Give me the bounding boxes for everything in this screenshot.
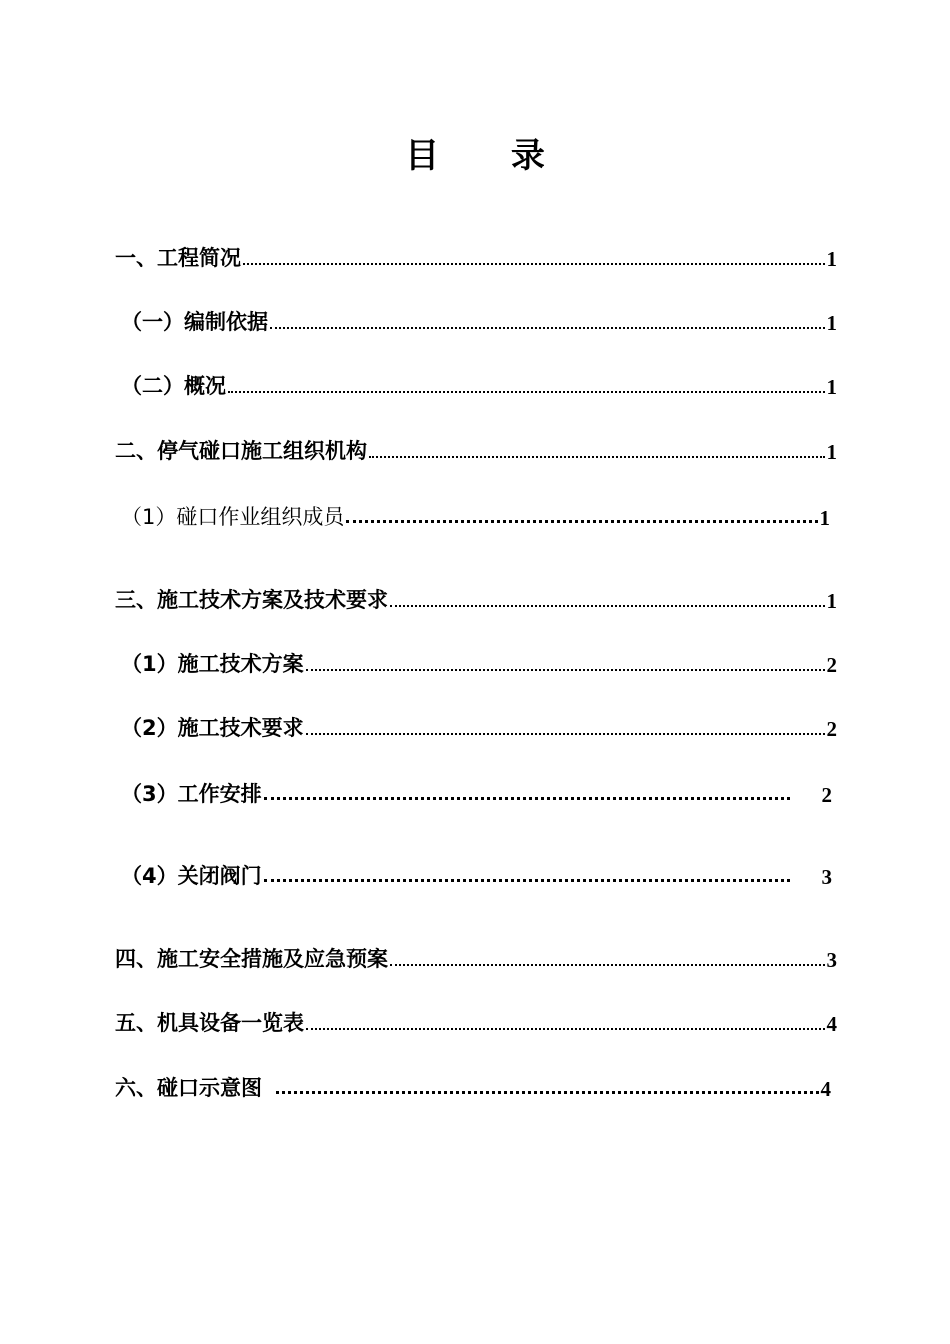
dot-leader	[346, 520, 817, 523]
toc-entry-page: 1	[826, 440, 837, 464]
dot-leader	[228, 391, 825, 393]
toc-entry[interactable]	[115, 1068, 831, 1102]
toc-entry-label: （4）关闭阀门	[121, 864, 262, 888]
toc-entry-label: 二、停气碰口施工组织机构	[115, 439, 367, 463]
toc-entry-page: 4	[820, 1077, 831, 1101]
toc-entry-page: 3	[821, 865, 832, 889]
toc-entry-page: 1	[819, 506, 830, 530]
toc-entry-page: 1	[826, 375, 837, 399]
toc-entry[interactable]	[121, 644, 837, 678]
toc-entry-label: 一、工程简况	[115, 246, 241, 270]
dot-leader	[306, 669, 825, 671]
toc-entry-label: （一）编制依据	[121, 310, 268, 334]
toc-entry-page: 2	[821, 783, 832, 807]
dot-leader	[270, 327, 825, 329]
toc-entry-label: （3）工作安排	[121, 782, 262, 806]
dot-leader	[264, 879, 790, 882]
toc-entry[interactable]	[115, 238, 837, 272]
toc-entry[interactable]	[115, 431, 837, 465]
dot-leader	[243, 263, 825, 265]
dot-leader	[276, 1091, 819, 1094]
toc-entry[interactable]	[121, 497, 830, 531]
toc-entry[interactable]	[115, 939, 837, 973]
toc-entry[interactable]	[121, 366, 837, 400]
dot-leader	[369, 456, 825, 458]
dot-leader	[306, 1028, 825, 1030]
toc-entry[interactable]	[115, 1003, 837, 1037]
toc-entry-label: 五、机具设备一览表	[115, 1011, 304, 1035]
toc-entry-label: （1）碰口作业组织成员	[121, 505, 345, 529]
toc-entry-label: 六、碰口示意图	[115, 1076, 262, 1100]
toc-entry-page: 1	[826, 247, 837, 271]
toc-entry-page: 3	[826, 948, 837, 972]
toc-entry-page: 2	[826, 717, 837, 741]
toc-entry-label: 四、施工安全措施及应急预案	[115, 947, 388, 971]
toc-entry-page: 1	[826, 589, 837, 613]
toc-entry[interactable]	[121, 302, 837, 336]
toc-entry[interactable]	[121, 708, 837, 742]
toc-entry-label: （二）概况	[121, 374, 226, 398]
toc-entry-page: 1	[826, 311, 837, 335]
toc-entry-label: 三、施工技术方案及技术要求	[115, 588, 388, 612]
dot-leader	[390, 964, 825, 966]
dot-leader	[306, 733, 825, 735]
toc-entry-page: 4	[826, 1012, 837, 1036]
toc-entry[interactable]	[115, 580, 837, 614]
toc-title: 目 录	[405, 136, 575, 176]
dot-leader	[390, 605, 825, 607]
toc-entry-label: （1）施工技术方案	[121, 652, 304, 676]
toc-entry-label: （2）施工技术要求	[121, 716, 304, 740]
toc-entry[interactable]	[121, 774, 832, 808]
toc-entry-page: 2	[826, 653, 837, 677]
dot-leader	[264, 797, 790, 800]
toc-entry[interactable]	[121, 856, 832, 890]
